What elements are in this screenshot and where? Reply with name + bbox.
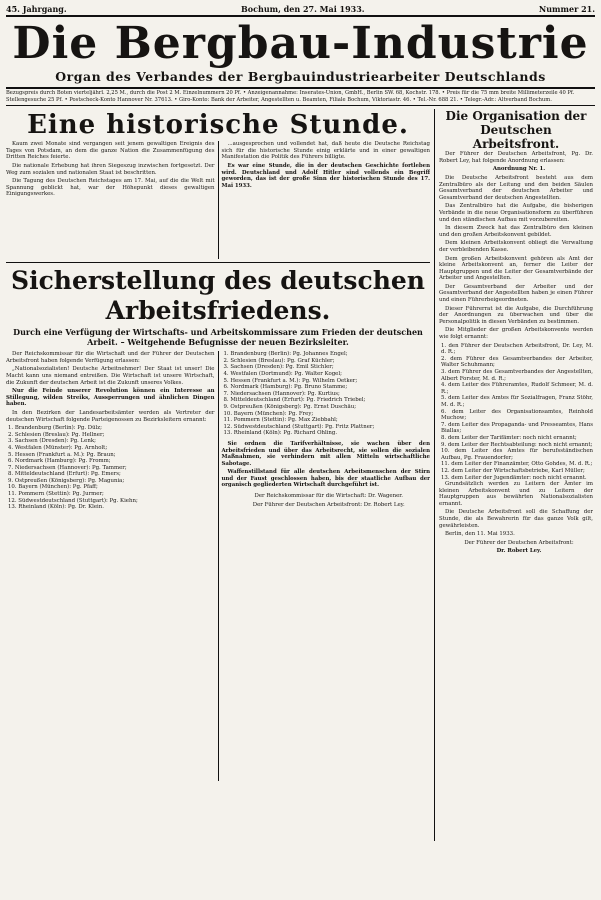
side-paragraph: Grundsätzlich werden zu Leitern der Ämter im kleinen Arbeitskonvent und zu Leitern der Hauptgruppen aus bewährten Nationalsozialisten ernannt. [439,481,593,507]
article2-paragraph: Der Reichskommissar für die Wirtschaft und der Führer der Deutschen Arbeitsfront haben folgende Verfügung erlassen: [6,351,215,364]
article1-paragraph: Die nationale Erhebung hat ihren Siegeszug inzwischen fortgesetzt. Der Weg zum sozialen und nationalen Staat ist beschritten. [6,162,215,176]
side-paragraph: Dem großen Arbeitskonvent gehören als Amt der kleine Arbeitskonvent an, ferner die Leiter der Hauptgruppen und die Leiter der Gesamtverbände der Arbeiter und Angestellten. [439,255,593,282]
article1-col2 [218,141,431,259]
side-paragraph: Das Zentralbüro hat die Aufgabe, die bisherigen Verbände in die neue Organisationsform zu überführen und den ständischen Aufbau mit vorzubereiten. [439,203,593,223]
top-info-line [6,4,595,17]
list-item: 5. Hessen (Frankfurt a. M.): Pg. Braun; [8,451,116,458]
list-item: 2. Schlesien (Breslau): Pg. Graf Küchler; [223,357,335,364]
side-article [434,109,593,841]
side-sign-name: Dr. Robert Ley. [496,548,542,555]
article2-col1 [6,351,218,781]
volume-label: 45. Jahrgang. [6,4,67,14]
list-item: 13. Rheinland (Köln): Pg. Dr. Klein. [8,504,104,511]
side-paragraph: Der Gesamtverband der Arbeiter und der Gesamtverband der Angestellten haben je einen Führer und einen Führerbeigeordneten. [439,283,593,304]
place-date: Bochum, den 27. Mai 1933. [241,4,365,14]
list-item: 11. dem Leiter der Finanzämter, Otto Gohdes, M. d. R.; [441,461,593,468]
list-item: 12. Südwestdeutschland (Stuttgart): Pg. Kiehn; [8,497,138,504]
side-paragraph: In diesem Zweck hat das Zentralbüro den kleinen und den großen Arbeitskonvent gebildet. [439,225,593,238]
signature-ley: Der Führer der Deutschen Arbeitsfront: Dr. Robert Ley. [252,501,405,508]
list-item: 11. Pommern (Stettin): Pg. Max Ziebbahl; [223,417,338,424]
headline-labour-peace: Sicherstellung des deutschen Arbeitsfriedens. [11,266,425,326]
convent-members-list [439,343,593,481]
article1-paragraph: Die Tagung des Deutschen Reichstages am 17. Mai, auf die die Welt mit Spannung geblickt hat, war der Höhepunkt dieses gewaltigen Einigungswerkes. [6,178,215,198]
list-item: 9. dem Leiter der Rechtsabteilung: noch nicht ernannt; [441,441,593,448]
list-item: 13. Rheinland (Köln): Pg. Richard Ohling. [223,430,338,437]
district-leaders-list-b [222,351,431,437]
side-paragraph: Die Mitglieder der großen Arbeitskonvente werden wie folgt ernannt: [439,327,593,341]
list-item: 1. den Führer der Deutschen Arbeitsfront, Dr. Ley, M. d. R.; [441,342,593,356]
masthead-subtitle: Organ des Verbandes der Bergbauindustriearbeiter Deutschlands [6,69,595,89]
list-item: 3. dem Führer des Gesamtverbandes der Angestellten, Albert Forster, M. d. R.; [441,369,593,382]
list-item: 8. Mitteldeutschland (Erfurt): Pg. Emers; [8,471,121,478]
headline-organisation: Die Organisation der Deutschen Arbeitsfront. [445,109,587,152]
list-item: 1. Brandenburg (Berlin): Pg. Dülz; [8,425,102,432]
list-item: 9. Ostpreußen (Königsberg): Pg. Ernst Duschäu; [223,403,357,410]
side-paragraph: Anordnung Nr. 1. [492,166,546,173]
list-item: 3. Sachsen (Dresden): Pg. Emil Stichler; [223,364,334,371]
subscription-info: Bezugspreis durch Boten vierteljährl. 2,25 M., durch die Post 2 M. Einzelnummern 20 Pf. • Anzeigenannahme: Inserates-Union, GmbH., Berlin SW. 68, Kochstr. 178. • Preis für die 75 mm breite Millimeterzeile 40 Pf. Stellengesuche 25 Pf. • Postscheck-Konto Hannover Nr. 37613. • Giro-Konto: Bank der Arbeiter, Angestellten u. Beamten, Filiale Bochum, Viktoriastr. 46. • Tel.-Nr. 688 21. • Telegr.-Adr.: Altverband Bochum. [6,89,595,106]
issue-number: Nummer 21. [538,4,595,14]
article2-paragraph: Waffenstillstand für alle deutschen Arbeitsmenschen der Stirn und der Faust geschlossen haben, bis der staatliche Aufbau der organisch gegliederten Wirtschaft durchgeführt ist. [221,469,430,489]
district-leaders-list-a [6,425,215,511]
list-item: 8. dem Leiter der Tarifämter: noch nicht ernannt; [441,434,577,441]
side-sign-place: Berlin, den 11. Mai 1933. [445,531,515,538]
list-item: 5. Hessen (Frankfurt a. M.): Pg. Wilhelm Oetker; [223,377,358,384]
list-item: 10. Bayern (München): Pg. Pfaff; [8,484,98,491]
side-paragraph: Die Deutsche Arbeitsfront soll die Schaffung der Stunde, die als Bewahrerin für das ganze Volk gilt, gewährleisten. [439,509,593,529]
article1-paragraph: Es war eine Stunde, die in der deutschen Geschichte fortleben wird. Deutschland und Adolf Hitler sind vollends ein Begriff geworden, das ist der große Sinn der historischen Stunde des 17. Mai 1933. [221,162,430,189]
list-item: 7. dem Leiter des Propaganda- und Presseamtes, Hans Biallas; [441,421,593,435]
headline-historic-hour: Eine historische Stunde. [27,110,409,141]
list-item: 4. Westfalen (Münster): Pg. Arnholt; [8,444,108,451]
article1-col1 [6,141,218,259]
side-sign-title: Der Führer der Deutschen Arbeitsfront: [464,539,574,546]
list-item: 10. Bayern (München): Pg. Frey; [223,410,314,417]
list-item: 5. dem Leiter des Amtes für Sozialfragen, Franz Stöhr, M. d. R.; [441,395,593,408]
list-item: 12. Südwestdeutschland (Stuttgart): Pg. Fritz Plattner; [223,423,375,430]
list-item: 7. Niedersachsen (Hannover): Pg. Kurtius; [223,390,340,397]
side-article-body [439,151,593,841]
list-item: 6. Nordmark (Hamburg): Pg. Bruno Stamme; [223,384,348,391]
list-item: 2. dem Führer des Gesamtverbandes der Arbeiter, Walter Schuhmann; [441,355,593,369]
list-item: 3. Sachsen (Dresden): Pg. Lenk; [8,438,96,445]
article1-paragraph: Kaum zwei Monate sind vergangen seit jenem gewaltigen Ereignis des Tages von Potsdam, an dem die ganze Nation die Zusammenfügung des Dritten Reiches feierte. [6,141,215,161]
masthead-title: Die Bergbau-Industrie [12,18,589,69]
list-item: 4. Westfalen (Dortmund): Pg. Walter Kogel; [223,370,342,377]
list-item: 7. Niedersachsen (Hannover): Pg. Tammer; [8,464,127,471]
article2-paragraph: Sie ordnen die Tarifverhältnisse, sie wachen über den Arbeitsfrieden und über das Arbeitsrecht, sie sollen die sozialen Maßnahmen, sie verhindern mit allen Mitteln wirtschaftliche Sabotage. [221,440,430,467]
article1-paragraph: ...ausgesprochen und vollendet hat, daß heute die Deutsche Reichstag sich für die historische Stunde einig erklärte und in einer gewaltigen Manifestation die Politik des Führers billigte. [221,141,430,161]
side-paragraph: Der Führer der Deutschen Arbeitsfront, Pg. Dr. Robert Ley, hat folgende Anordnung erlassen: [439,151,593,164]
main-articles [6,109,434,841]
article2-col2 [218,351,431,781]
list-item: 4. dem Leiter des Führeramtes, Rudolf Schmeer, M. d. R.; [441,382,593,395]
list-item: 10. dem Leiter des Amtes für berufsständischen Aufbau, Pg. Frauendorfer; [441,448,593,461]
article2-paragraph: In den Bezirken der Landesarbeitsämter werden als Vertreter der deutschen Wirtschaft folgende Parteigenossen zu Bezirksleitern ernannt: [6,409,215,423]
side-paragraph: Dieser Führerrat ist die Aufgabe, die Durchführung der Anordnungen zu überwachen und über die Personalpolitik in diesen Verbänden zu bestimmen. [439,305,593,325]
list-item: 11. Pommern (Stettin): Pg. Jurmer; [8,491,104,498]
side-paragraph: Dem kleinen Arbeitskonvent obliegt die Verwaltung der verbleibenden Kasse. [439,240,593,253]
list-item: 9. Ostpreußen (Königsberg): Pg. Magunia; [8,477,125,484]
list-item: 2. Schlesien (Breslau): Pg. Hellner; [8,431,105,438]
list-item: 6. dem Leiter des Organisationsamtes, Reinhold Muchow; [441,408,593,422]
list-item: 12. dem Leiter der Wirtschaftsbetriebe, Karl Müller; [441,467,585,474]
article2-paragraph: Nur die Feinde unserer Revolution können ein Interesse an Stillegung, wilden Streiks, Aussperrungen und ähnlichen Dingen haben. [6,388,215,408]
list-item: 13. dem Leiter der Jugendämter: noch nicht ernannt. [441,474,587,481]
article2-paragraph: „Nationalsozialisten! Deutsche Arbeitnehmer! Der Staat ist unser! Die Macht kann uns niemand entreißen. Die Wirtschaft ist unsere Wirtschaft, die Zukunft der deutschen Arbeit ist die Zukunft unseres Volkes. [6,366,215,386]
list-item: 6. Nordmark (Hamburg): Pg. Fromm; [8,458,111,465]
side-paragraph: Die Deutsche Arbeitsfront besteht aus dem Zentralbüro als der Leitung und den beiden Säulen Gesamtverband der deutschen Arbeiter und Gesamtverband der deutschen Angestellten. [439,174,593,201]
list-item: 8. Mitteldeutschland (Erfurt): Pg. Friedrich Triebel; [223,397,366,404]
article2-subheadline: Durch eine Verfügung der Wirtschafts- und Arbeitskommissare zum Frieden der deutschen Arbeit. – Weitgehende Befugnisse der neuen Bezirksleiter. [13,327,423,347]
list-item: 1. Brandenburg (Berlin): Pg. Johannes Engel; [223,351,348,358]
signature-wagener: Der Reichskommissar für die Wirtschaft: Dr. Wagener. [254,493,403,500]
